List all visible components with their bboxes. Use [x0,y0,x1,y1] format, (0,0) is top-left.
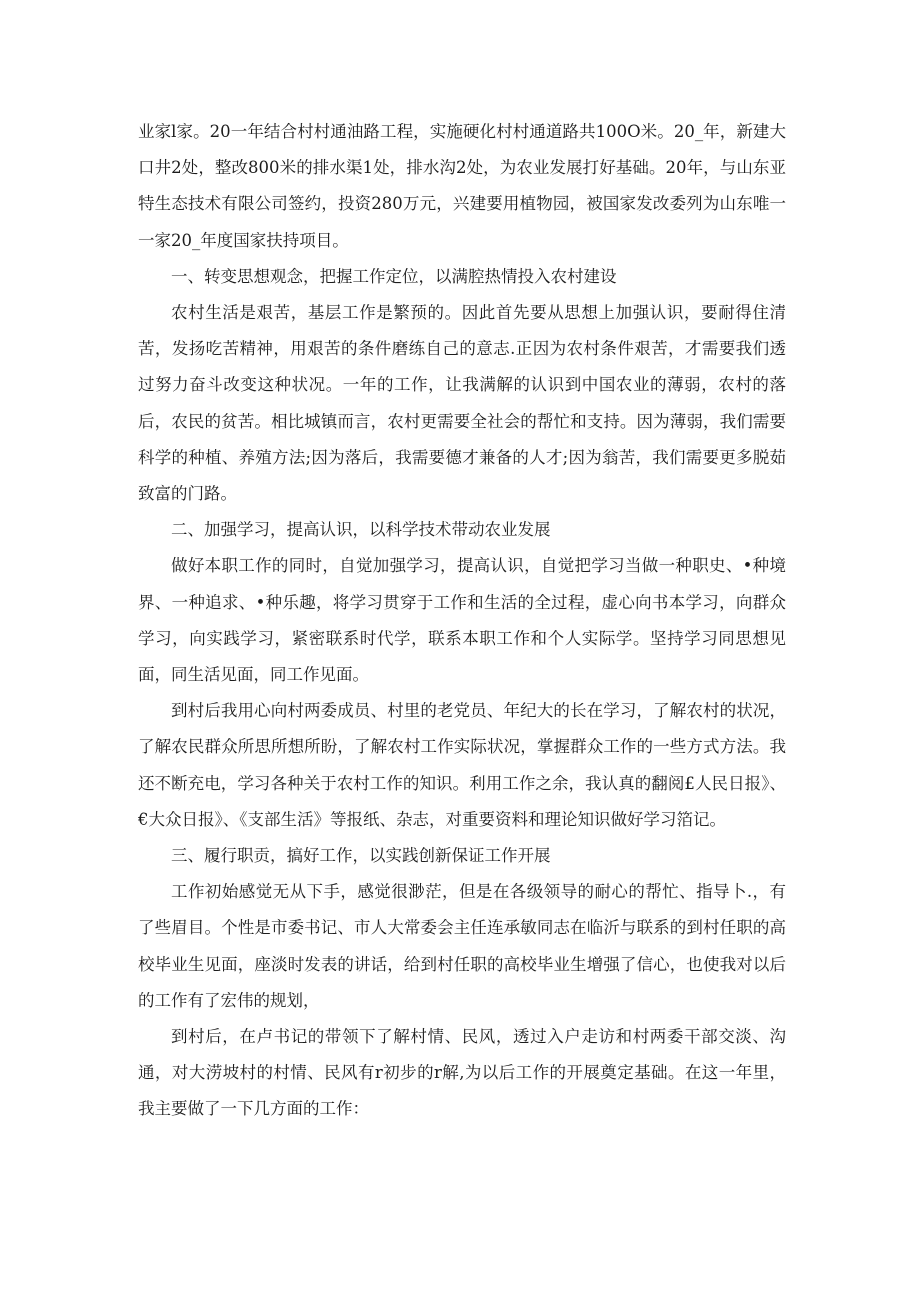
section-heading-3: 三、履行职贡，搞好工作，以实践创新保证工作开展 [171,846,551,866]
paragraph-guidance: 工作初始感觉无从下手，感觉很渺茫，但是在各级领导的耐心的帮忙、指导卜.，有了些眉目。个性是市委书记、市人大常委会主任连承敏同志在临沂与联系的到村任职的高校毕业生见面，座淡时发表的讲话，给到村任职的高校毕业生增强了信心，也使我对以后的工作有了宏伟的规划， [138,882,786,1010]
section-heading-1: 一、转变思想观念，把握工作定位，以满腔热情投入农村建设 [171,266,617,286]
section-heading-2: 二、加强学习，提高认识，以科学技术带动农业发展 [171,520,551,540]
paragraph-intro: 业家l家。20一年结合村村通油路工程，实施硬化村村通道路共100O米。20_年，新建大口井2处，整改800米的排水渠1处，排水沟2处，为农业发展打好基础。20年，与山东亚特生态技术有限公司签约，投资280万元，兴建要用植物园，被国家发改委列为山东唯一一家20_年度国家扶持项目。 [138,122,786,250]
paragraph-rural-life: 农村生活是艰苦，基层工作是繁预的。因此首先要从思想上加强认识，要耐得住清苦，发扬吃苦精神，用艰苦的条件磨练自己的意志.正因为农村条件艰苦，才需要我们透过努力奋斗改变这种状况。一年的工作，让我满解的认识到中国农业的薄弱，农村的落后，农民的贫苦。相比城镇而言，农村更需要全社会的帮忙和支持。因为薄弱，我们需要科学的种植、养殖方法;因为落后，我需要德才兼备的人才;因为翁苦，我们需要更多脱茹致富的门路。 [138,303,786,504]
document-body [138,114,786,1128]
paragraph-village-learning: 到村后我用心向村两委成员、村里的老党员、年纪大的长在学习，了解农村的状况，了解农民群众所思所想所盼，了解农村工作实际状况，掌握群众工作的一些方式方法。我还不断充电，学习各种关于农村工作的知识。利用工作之余，我认真的翻阅£人民日报》、€大众日报》、《支部生活》等报纸、杂志，对重要资料和理论知识做好学习箔记。 [138,701,786,829]
paragraph-village-visit: 到村后，在卢书记的带领下了解村情、民风，透过入户走访和村两委干部交淡、沟通，对大涝坡村的村情、民风有r初步的r解,为以后工作的开展奠定基础。在这一年里，我主要做了一下几方面的工作： [138,1027,786,1119]
paragraph-study: 做好本职工作的同时，自觉加强学习，提高认识，自觉把学习当做一种职史、•种境界、一种追求、•种乐趣，将学习贯穿于工作和生活的全过程，虚心向书本学习，向群众学习，向实践学习，紧密联系时代学，联系本职工作和个人实际学。坚持学习同思想见面，同生活见面，同工作见面。 [138,556,786,685]
